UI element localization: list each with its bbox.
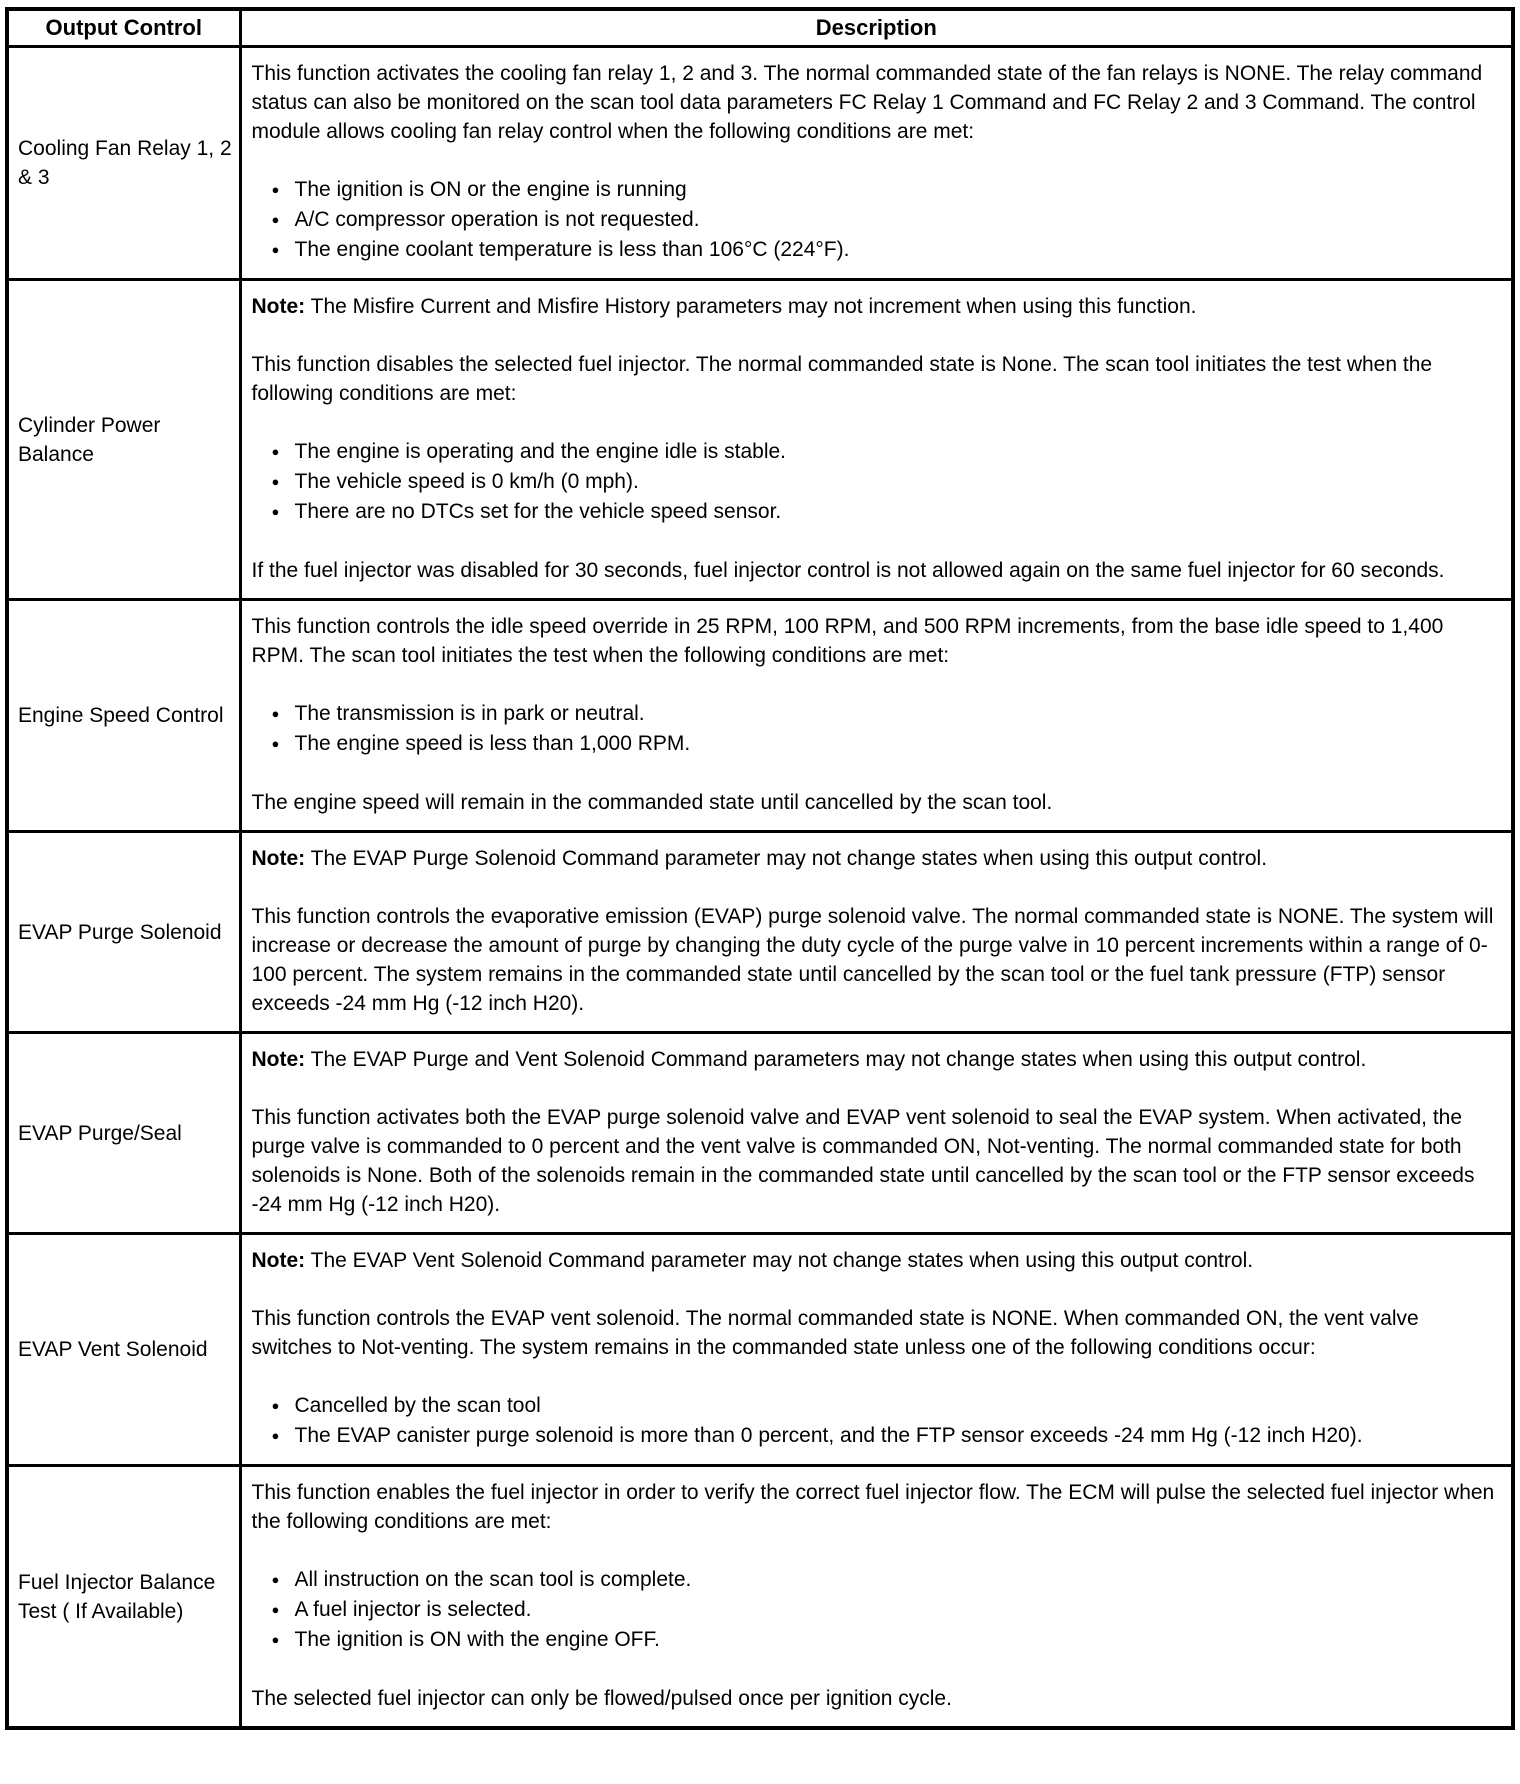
bullet-list — [252, 1565, 1502, 1655]
description-paragraph: This function disables the selected fuel injector. The normal commanded state is None. The scan tool initiates the test when the following conditions are met: — [251, 353, 1433, 405]
table-row — [7, 1033, 1513, 1234]
note-paragraph: Note: The Misfire Current and Misfire History parameters may not increment when using this function. — [251, 295, 1197, 318]
table-row — [7, 832, 1513, 1033]
bullet-item: ● The EVAP canister purge solenoid is more than 0 percent, and the FTP sensor exceeds -24 mm Hg (-12 inch H20). — [295, 1421, 1502, 1451]
description-paragraph: This function activates the cooling fan relay 1, 2 and 3. The normal commanded state of the fan relays is NONE. The relay command status can also be monitored on the scan tool data parameters FC Relay 1 Command and FC Relay 2 and 3 Command. The control module allows cooling fan relay control when the following conditions are met: — [251, 62, 1483, 143]
bullet-item: ● The engine speed is less than 1,000 RPM. — [295, 729, 1502, 759]
bullet-list — [252, 699, 1502, 759]
bullet-item: ● The vehicle speed is 0 km/h (0 mph). — [295, 467, 1502, 497]
description-paragraph: If the fuel injector was disabled for 30 seconds, fuel injector control is not allowed again on the same fuel injector for 60 seconds. — [251, 559, 1445, 582]
bullet-list — [252, 437, 1502, 527]
description-cell — [240, 832, 1513, 1033]
description-paragraph: This function controls the evaporative emission (EVAP) purge solenoid valve. The normal commanded state is NONE. The system will increase or decrease the amount of purge by changing the duty cycle of the purge valve in 10 percent increments within a range of 0-100 percent. The system remains in the commanded state until cancelled by the scan tool or the fuel tank pressure (FTP) sensor exceeds -24 mm Hg (-12 inch H20). — [251, 905, 1494, 1015]
output-control-cell: EVAP Purge Solenoid — [7, 832, 240, 1033]
table-row — [7, 280, 1513, 600]
bullet-item: ● The transmission is in park or neutral. — [295, 699, 1502, 729]
description-cell — [240, 1033, 1513, 1234]
bullet-item: ● The ignition is ON or the engine is running — [295, 175, 1502, 205]
bullet-item: ● A/C compressor operation is not requested. — [295, 205, 1502, 235]
table-row — [7, 1234, 1513, 1466]
table-row — [7, 47, 1513, 280]
header-output-control: Output Control — [7, 9, 240, 47]
description-paragraph: This function enables the fuel injector in order to verify the correct fuel injector flow. The ECM will pulse the selected fuel injector when the following conditions are met: — [251, 1481, 1495, 1533]
description-paragraph: This function controls the idle speed override in 25 RPM, 100 RPM, and 500 RPM increments, from the base idle speed to 1,400 RPM. The scan tool initiates the test when the following conditions are met: — [251, 615, 1444, 667]
header-row — [7, 9, 1513, 47]
bullet-list — [252, 1391, 1502, 1451]
bullet-item: ● The engine coolant temperature is less than 106°C (224°F). — [295, 235, 1502, 265]
bullet-item: ● There are no DTCs set for the vehicle speed sensor. — [295, 497, 1502, 527]
note-paragraph: Note: The EVAP Purge and Vent Solenoid Command parameters may not change states when using this output control. — [251, 1048, 1367, 1071]
output-control-cell: Fuel Injector Balance Test ( If Available) — [7, 1466, 240, 1729]
output-control-table — [5, 7, 1515, 1730]
description-cell — [240, 47, 1513, 280]
bullet-item: ● All instruction on the scan tool is complete. — [295, 1565, 1502, 1595]
description-paragraph: This function controls the EVAP vent solenoid. The normal commanded state is NONE. When commanded ON, the vent valve switches to Not-venting. The system remains in the commanded state unless one of the following conditions occur: — [251, 1307, 1419, 1359]
note-paragraph: Note: The EVAP Purge Solenoid Command parameter may not change states when using this output control. — [251, 847, 1268, 870]
note-label: Note: — [251, 847, 306, 870]
bullet-item: ● A fuel injector is selected. — [295, 1595, 1502, 1625]
bullet-item: ● The engine is operating and the engine idle is stable. — [295, 437, 1502, 467]
output-control-cell: Cooling Fan Relay 1, 2 & 3 — [7, 47, 240, 280]
output-control-cell: Engine Speed Control — [7, 600, 240, 832]
description-cell — [240, 1234, 1513, 1466]
output-control-cell: Cylinder Power Balance — [7, 280, 240, 600]
table-body — [7, 47, 1513, 1729]
description-paragraph: This function activates both the EVAP purge solenoid valve and EVAP vent solenoid to seal the EVAP system. When activated, the purge valve is commanded to 0 percent and the vent valve is commanded ON, Not-venting. The normal commanded state for both solenoids is None. Both of the solenoids remain in the commanded state until cancelled by the scan tool or the FTP sensor exceeds -24 mm Hg (-12 inch H20). — [251, 1106, 1475, 1216]
note-label: Note: — [251, 1048, 306, 1071]
description-cell — [240, 600, 1513, 832]
description-paragraph: The engine speed will remain in the commanded state until cancelled by the scan tool. — [251, 791, 1053, 814]
description-cell — [240, 1466, 1513, 1729]
table-row — [7, 1466, 1513, 1729]
table-row — [7, 600, 1513, 832]
bullet-list — [252, 175, 1502, 265]
note-label: Note: — [251, 1249, 306, 1272]
output-control-cell: EVAP Purge/Seal — [7, 1033, 240, 1234]
description-cell — [240, 280, 1513, 600]
header-description: Description — [240, 9, 1513, 47]
bullet-item: ● The ignition is ON with the engine OFF. — [295, 1625, 1502, 1655]
note-paragraph: Note: The EVAP Vent Solenoid Command parameter may not change states when using this output control. — [251, 1249, 1254, 1272]
description-paragraph: The selected fuel injector can only be flowed/pulsed once per ignition cycle. — [251, 1687, 952, 1710]
note-label: Note: — [251, 295, 306, 318]
output-control-cell: EVAP Vent Solenoid — [7, 1234, 240, 1466]
bullet-item: ● Cancelled by the scan tool — [295, 1391, 1502, 1421]
